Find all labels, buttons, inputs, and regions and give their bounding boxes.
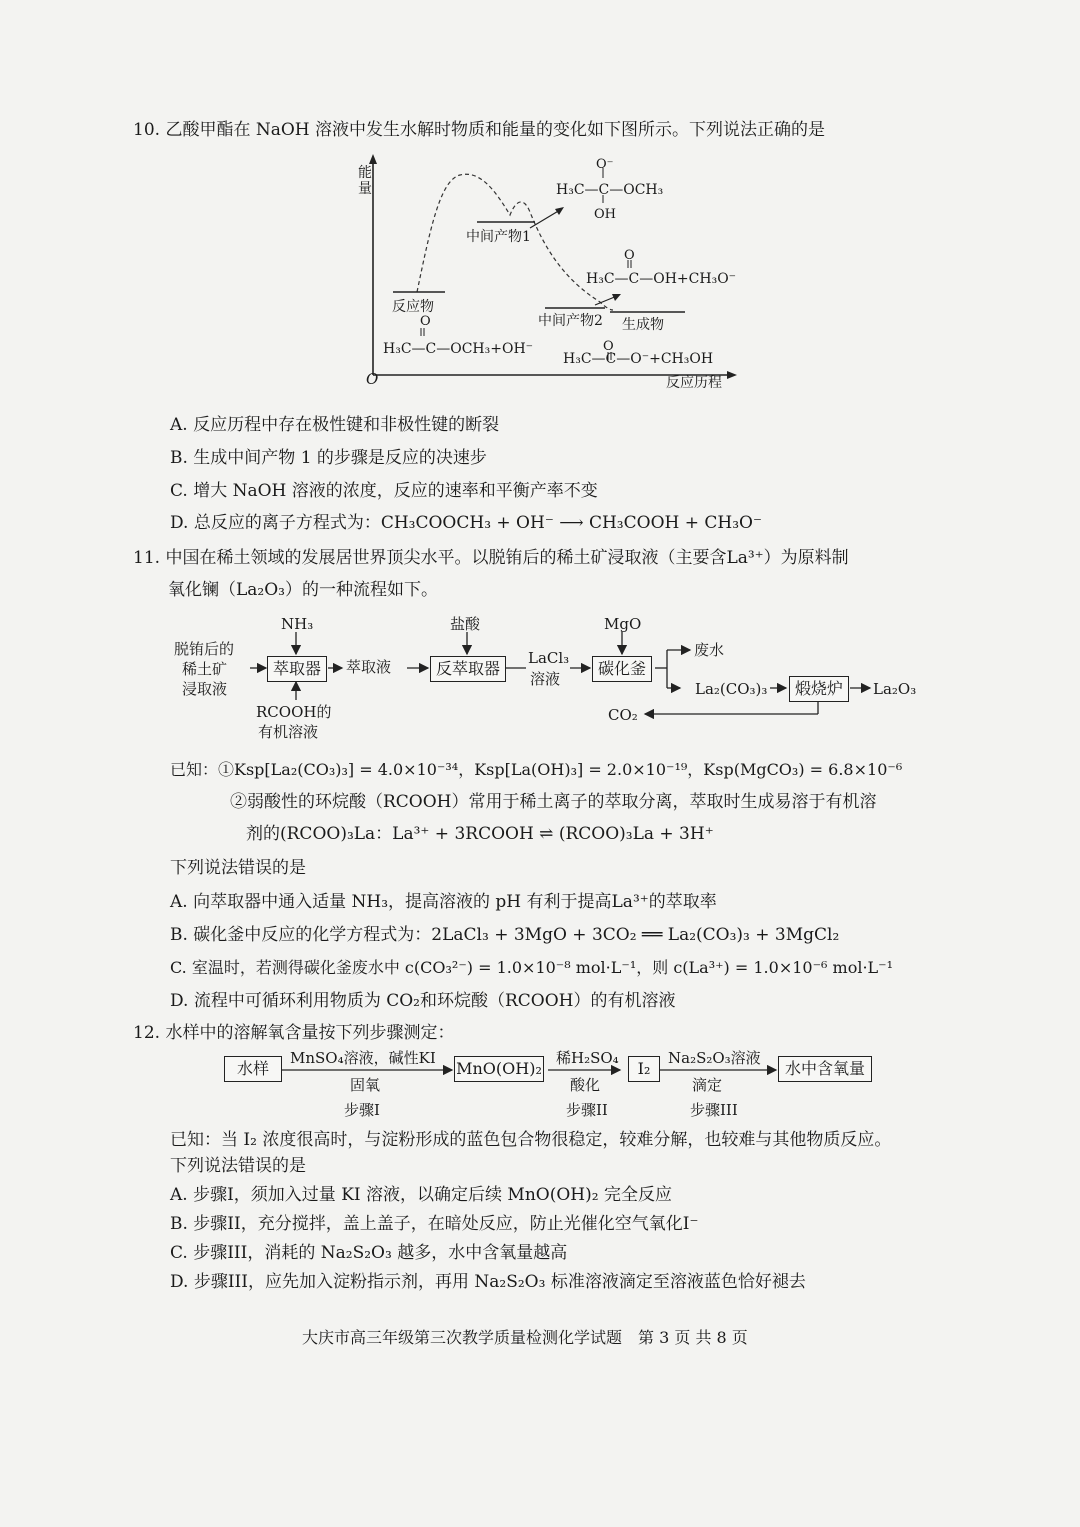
step3-label: 步骤III [690, 1101, 738, 1119]
q11-stem-1: 11. 中国在稀土领域的发展居世界顶尖水平。以脱铕后的稀土矿浸取液（主要含La³⁺）为原料制 [133, 548, 849, 568]
q11-known-2: ②弱酸性的环烷酸（RCOOH）常用于稀土离子的萃取分离，萃取时生成易溶于有机溶 [230, 792, 877, 812]
intermediate2-formula: H₃C—C—OH+CH₃O⁻ [586, 271, 737, 287]
q12-option-b[interactable]: B. 步骤II，充分搅拌，盖上盖子，在暗处反应，防止光催化空气氧化I⁻ [170, 1214, 699, 1234]
q12-option-d[interactable]: D. 步骤III，应先加入淀粉指示剂，再用 Na₂S₂O₃ 标准溶液滴定至溶液蓝色恰好褪去 [170, 1272, 806, 1292]
q10-option-c[interactable]: C. 增大 NaOH 溶液的浓度，反应的速率和平衡产率不变 [170, 481, 598, 501]
q10-option-a[interactable]: A. 反应历程中存在极性键和非极性键的断裂 [170, 415, 500, 435]
intermediate1-label: 中间产物1 [466, 229, 531, 245]
q11-ask: 下列说法错误的是 [170, 858, 306, 878]
mgo-label: MgO [604, 615, 642, 633]
q10-stem: 10. 乙酸甲酯在 NaOH 溶液中发生水解时物质和能量的变化如下图所示。下列说法正确的是 [133, 120, 826, 140]
step3-action: 滴定 [692, 1076, 723, 1094]
la2co33-label: La₂(CO₃)₃ [695, 680, 768, 698]
intermediate1-formula: H₃C—C—OCH₃ [556, 182, 664, 198]
co2-label: CO₂ [608, 706, 638, 724]
q12-ask: 下列说法错误的是 [170, 1156, 306, 1176]
waste-water-label: 废水 [694, 641, 725, 659]
origin-label: O [366, 370, 379, 388]
q11-known-1: 已知：①Ksp[La₂(CO₃)₃] = 4.0×10⁻³⁴，Ksp[La(OH)₃] = 2.0×10⁻¹⁹，Ksp(MgCO₃) = 6.8×10⁻⁶ [170, 760, 903, 779]
oxygen-content-box: 水中含氧量 [778, 1056, 872, 1082]
x-axis-label: 反应历程 [666, 375, 722, 391]
q12-option-a[interactable]: A. 步骤I，须加入过量 KI 溶液，以确定后续 MnO(OH)₂ 完全反应 [170, 1185, 672, 1205]
product-label: 生成物 [622, 317, 664, 333]
nh3-label: NH₃ [281, 615, 314, 633]
reactant-formula: H₃C—C—OCH₃+OH⁻ [383, 341, 534, 357]
i2-box: I₂ [628, 1056, 660, 1082]
intermediate2-label: 中间产物2 [538, 313, 603, 329]
rcooh-label-2: 有机溶液 [258, 723, 319, 741]
q11-option-c[interactable]: C. 室温时，若测得碳化釜废水中 c(CO₃²⁻) = 1.0×10⁻⁸ mol·L⁻¹，则 c(La³⁺) = 1.0×10⁻⁶ mol·L⁻¹ [170, 958, 894, 977]
hcl-label: 盐酸 [450, 615, 481, 633]
q10-option-d[interactable]: D. 总反应的离子方程式为：CH₃COOCH₃ + OH⁻ ⟶ CH₃COOH + CH₃O⁻ [170, 513, 762, 533]
q12-known: 已知：当 I₂ 浓度很高时，与淀粉形成的蓝色包合物很稳定，较难分解，也较难与其他物质反应。 [170, 1130, 892, 1150]
extractor-box: 萃取器 [267, 656, 327, 682]
q10-option-b[interactable]: B. 生成中间产物 1 的步骤是反应的决速步 [170, 448, 487, 468]
step3-reagent: Na₂S₂O₃溶液 [668, 1049, 761, 1067]
reactant-carbonyl-o: O [420, 314, 431, 329]
q12-option-c[interactable]: C. 步骤III，消耗的 Na₂S₂O₃ 越多，水中含氧量越高 [170, 1243, 568, 1263]
page-footer: 大庆市高三年级第三次教学质量检测化学试题 第 3 页 共 8 页 [302, 1328, 748, 1347]
step2-reagent: 稀H₂SO₄ [556, 1049, 619, 1067]
extract-liquid-label: 萃取液 [346, 658, 392, 676]
back-extractor-box: 反萃取器 [430, 656, 506, 682]
step2-label: 步骤II [566, 1101, 608, 1119]
product-carbonyl-o: O [603, 339, 614, 354]
q12-stem: 12. 水样中的溶解氧含量按下列步骤测定： [133, 1023, 455, 1043]
q11-option-b[interactable]: B. 碳化釜中反应的化学方程式为：2LaCl₃ + 3MgO + 3CO₂ ══ La₂(CO₃)₃ + 3MgCl₂ [170, 925, 840, 945]
step1-action: 固氧 [350, 1076, 381, 1094]
lacl3-label-2: 溶液 [530, 670, 561, 688]
product-formula: H₃C—C—O⁻+CH₃OH [563, 351, 714, 367]
intermediate1-top: O⁻ [596, 157, 614, 172]
q11-known-3: 剂的(RCOO)₃La：La³⁺ + 3RCOOH ⇌ (RCOO)₃La + 3H⁺ [246, 824, 714, 844]
rcooh-label-1: RCOOH的 [256, 703, 332, 721]
intermediate2-carbonyl-o: O [624, 248, 635, 263]
q11-option-a[interactable]: A. 向萃取器中通入适量 NH₃，提高溶液的 pH 有利于提高La³⁺的萃取率 [170, 892, 717, 912]
step2-action: 酸化 [570, 1076, 601, 1094]
reactant-label: 反应物 [392, 299, 434, 315]
mno-oh2-box: MnO(OH)₂ [454, 1056, 544, 1082]
q11-option-d[interactable]: D. 流程中可循环利用物质为 CO₂和环烷酸（RCOOH）的有机溶液 [170, 991, 676, 1011]
la2o3-label: La₂O₃ [873, 680, 917, 698]
feed-label-2: 稀土矿 [182, 660, 228, 678]
feed-label-1: 脱铕后的 [174, 640, 235, 658]
carbonizer-box: 碳化釜 [592, 656, 652, 682]
y-axis-label: 能量 [358, 165, 372, 197]
calciner-box: 煅烧炉 [789, 676, 849, 702]
water-sample-box: 水样 [224, 1056, 282, 1082]
feed-label-3: 浸取液 [182, 680, 228, 698]
step1-label: 步骤I [344, 1101, 380, 1119]
lacl3-label-1: LaCl₃ [528, 649, 570, 667]
q11-stem-2: 氧化镧（La₂O₃）的一种流程如下。 [168, 580, 438, 600]
step1-reagent: MnSO₄溶液，碱性KI [290, 1049, 436, 1067]
intermediate1-bottom: OH [594, 207, 616, 222]
